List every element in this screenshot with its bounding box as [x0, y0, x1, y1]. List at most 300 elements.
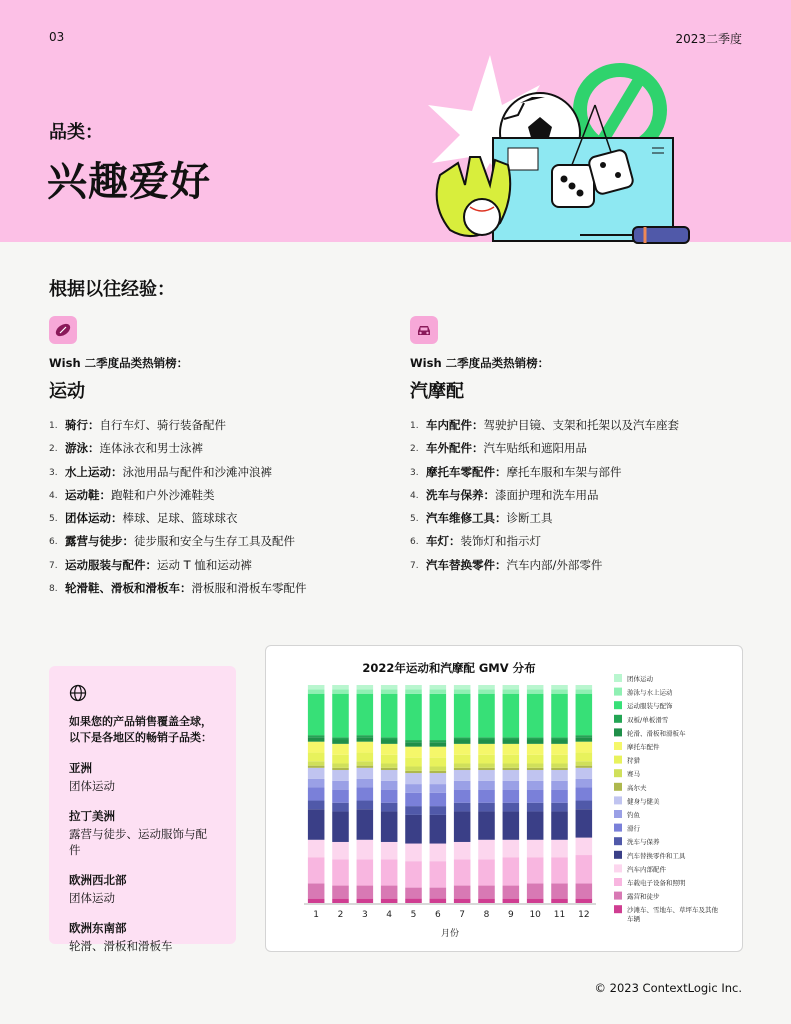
bar-segment	[576, 737, 593, 741]
auto-list	[410, 417, 740, 580]
bar-segment	[381, 694, 398, 738]
auto-title: 汽摩配	[410, 381, 464, 402]
bar-segment	[551, 737, 568, 739]
bar-segment	[308, 768, 325, 779]
bar-segment	[308, 737, 325, 741]
bar-segment	[478, 768, 495, 770]
bar-segment	[430, 694, 447, 740]
bar-segment	[478, 811, 495, 839]
bar-segment	[551, 790, 568, 803]
bar-segment	[503, 899, 520, 903]
bar-segment	[527, 857, 544, 883]
legend-swatch	[614, 864, 622, 872]
bar-segment	[503, 811, 520, 839]
bar-segment	[454, 685, 471, 689]
bar-segment	[454, 768, 471, 770]
bar-segment	[308, 694, 325, 735]
list-item: 5. 汽车维修工具： 诊断工具	[410, 511, 553, 526]
bar-segment	[430, 689, 447, 693]
bar-segment	[576, 809, 593, 837]
bar-segment	[308, 779, 325, 788]
bar-segment	[430, 685, 447, 689]
gmv-chart-card	[265, 645, 743, 952]
bar-segment	[478, 859, 495, 885]
legend-swatch	[614, 796, 622, 804]
list-item: 8. 轮滑鞋、滑板和滑板车： 滑板服和滑板车零配件	[49, 581, 307, 596]
list-item: 4. 洗车与保养： 漆面护理和洗车用品	[410, 487, 599, 502]
bar-segment	[332, 886, 349, 899]
list-item: 7. 运动服装与配件： 运动 T 恤和运动裤	[49, 557, 252, 572]
bar-segment	[478, 755, 495, 764]
legend-swatch	[614, 688, 622, 696]
bar-segment	[503, 763, 520, 767]
bar-segment	[551, 781, 568, 790]
bar-segment	[332, 685, 349, 689]
legend-label: 汽车替换零件和工具	[627, 851, 686, 860]
bar-segment	[405, 784, 422, 793]
bar-segment	[454, 811, 471, 842]
legend-label: 滑行	[627, 824, 640, 833]
x-tick-label: 9	[507, 910, 514, 920]
bar-segment	[332, 899, 349, 903]
baseball-glove-icon	[437, 157, 511, 236]
bar-segment	[381, 781, 398, 790]
bar-segment	[503, 694, 520, 738]
list-item: 1. 骑行： 自行车灯、骑行装备配件	[49, 418, 226, 432]
bar-segment	[576, 899, 593, 903]
bar-segment	[478, 694, 495, 738]
bar-segment	[308, 809, 325, 840]
bar-segment	[430, 806, 447, 815]
list-item: 6. 露营与徒步： 徒步服和安全与生存工具及配件	[49, 534, 295, 549]
bar-segment	[308, 857, 325, 883]
list-item: 6. 车灯： 装饰灯和指示灯	[410, 534, 541, 549]
legend-swatch	[614, 769, 622, 777]
bar-segment	[430, 758, 447, 767]
bar-segment	[332, 790, 349, 803]
bar-segment	[527, 840, 544, 857]
bar-segment	[527, 781, 544, 790]
bar-segment	[478, 781, 495, 790]
bar-segment	[357, 886, 374, 899]
legend-label: 轮滑、滑板和滑板车	[627, 729, 686, 738]
bar-segment	[357, 840, 374, 860]
bar-segment	[576, 787, 593, 800]
bar-segment	[308, 787, 325, 800]
bar-segment	[576, 742, 593, 753]
bar-segment	[478, 737, 495, 739]
bar-segment	[332, 737, 349, 739]
legend-label: 露营和徒步	[627, 892, 660, 901]
x-tick-label: 1	[313, 910, 320, 920]
legend-label: 运动服装与配饰	[627, 702, 673, 711]
bar-segment	[430, 784, 447, 793]
bar-segment	[308, 753, 325, 762]
bar-segment	[478, 744, 495, 755]
region-value: 轮滑、滑板和滑板车	[69, 939, 173, 953]
bar-segment	[381, 737, 398, 739]
bar-segment	[503, 737, 520, 739]
legend-label: 摩托车配件	[627, 743, 660, 751]
bar-segment	[332, 770, 349, 781]
legend-swatch	[614, 892, 622, 900]
bar-segment	[551, 740, 568, 744]
bar-segment	[503, 770, 520, 781]
bar-segment	[454, 859, 471, 885]
x-tick-label: 2	[337, 910, 344, 920]
sports-list	[49, 417, 379, 603]
legend-label: 游泳与水上运动	[627, 688, 673, 697]
list-item: 3. 水上运动： 泳池用品与配件和沙滩冲浪裤	[49, 464, 272, 479]
legend-label: 狩猎	[627, 756, 640, 765]
x-tick-label: 8	[483, 910, 490, 920]
bar-segment	[454, 763, 471, 767]
category-title: 兴趣爱好	[47, 159, 211, 205]
regions-intro: 如果您的产品销售覆盖全球，以下是各地区的畅销子品类：	[69, 715, 212, 744]
bar-segment	[381, 770, 398, 781]
bar-segment	[551, 840, 568, 857]
bar-segment	[551, 689, 568, 693]
legend-label: 车载电子设备和照明	[627, 879, 686, 887]
bar-segment	[551, 811, 568, 839]
bar-segment	[527, 899, 544, 903]
bar-segment	[357, 742, 374, 753]
bar-segment	[576, 761, 593, 765]
bar-segment	[357, 766, 374, 768]
bar-segment	[454, 755, 471, 764]
bar-segment	[527, 883, 544, 898]
bar-segment	[527, 744, 544, 755]
bar-segment	[308, 742, 325, 753]
bar-segment	[551, 803, 568, 812]
bar-segment	[357, 685, 374, 689]
bar-segment	[503, 744, 520, 755]
list-item: 1. 车内配件： 驾驶护目镜、支架和托架以及汽车座套	[410, 418, 679, 432]
bar-segment	[503, 840, 520, 857]
list-item: 2. 游泳： 连体泳衣和男士泳裤	[49, 441, 203, 456]
bar-segment	[405, 773, 422, 784]
bar-segment	[527, 694, 544, 738]
bar-segment	[405, 742, 422, 746]
bar-segment	[332, 689, 349, 693]
bar-segment	[551, 768, 568, 770]
bar-segment	[430, 766, 447, 770]
bar-segment	[503, 685, 520, 689]
bar-segment	[430, 740, 447, 742]
bar-segment	[357, 737, 374, 741]
bar-segment	[454, 689, 471, 693]
x-tick-label: 12	[578, 910, 590, 920]
chart-title: 2022年运动和汽摩配 GMV 分布	[362, 661, 536, 675]
bar-segment	[478, 770, 495, 781]
x-tick-label: 6	[434, 910, 441, 920]
bar-segment	[357, 859, 374, 885]
bar-segment	[576, 883, 593, 898]
bar-segment	[381, 811, 398, 842]
x-tick-label: 5	[410, 910, 417, 920]
globe-icon	[69, 684, 87, 702]
region-name: 欧洲东南部	[69, 921, 127, 935]
bar-segment	[430, 771, 447, 773]
bar-segment	[551, 685, 568, 689]
bar-segment	[405, 747, 422, 758]
bar-segment	[405, 766, 422, 770]
legend-label: 洗车与保养	[627, 838, 660, 847]
bar-segment	[332, 781, 349, 790]
bar-segment	[527, 755, 544, 764]
legend-label: 沙滩车、雪地车、草坪车及其他	[627, 906, 718, 915]
bar-segment	[454, 886, 471, 899]
x-tick-label: 4	[386, 910, 393, 920]
bar-segment	[357, 809, 374, 840]
bar-segment	[308, 766, 325, 768]
bar-segment	[551, 694, 568, 738]
bar-segment	[503, 803, 520, 812]
bar-segment	[332, 763, 349, 767]
bar-segment	[332, 859, 349, 885]
bar-segment	[527, 685, 544, 689]
bar-segment	[405, 685, 422, 689]
auto-column	[410, 316, 740, 580]
bar-segment	[503, 857, 520, 885]
legend-label: 双板/单板滑雪	[627, 715, 669, 724]
bar-segment	[308, 761, 325, 765]
bar-segment	[357, 753, 374, 762]
bar-segment	[576, 766, 593, 768]
bar-segment	[478, 689, 495, 693]
bar-segment	[381, 740, 398, 744]
x-tick-label: 7	[459, 910, 466, 920]
bar-segment	[478, 740, 495, 744]
bar-segment	[332, 744, 349, 755]
bar-segment	[308, 801, 325, 810]
bar-segment	[454, 744, 471, 755]
bar-segment	[381, 768, 398, 770]
bar-segment	[503, 689, 520, 693]
bar-segment	[405, 861, 422, 887]
sports-column	[49, 316, 379, 603]
region-name: 亚洲	[69, 761, 92, 775]
bar-segment	[430, 773, 447, 784]
football-icon	[49, 316, 77, 344]
bar-segment	[454, 694, 471, 738]
legend-swatch	[614, 824, 622, 832]
bar-segment	[576, 694, 593, 735]
bar-segment	[381, 755, 398, 764]
legend-label: 汽车内部配件	[627, 865, 666, 874]
bar-segment	[405, 815, 422, 844]
bar-segment	[478, 685, 495, 689]
bar-segment	[357, 694, 374, 735]
x-tick-label: 10	[529, 910, 541, 920]
legend-swatch	[614, 728, 622, 736]
gmv-chart	[266, 646, 744, 953]
bar-segment	[430, 742, 447, 746]
bar-segment	[381, 803, 398, 812]
car-icon	[410, 316, 438, 344]
bar-segment	[527, 770, 544, 781]
bar-segment	[503, 740, 520, 744]
bar-segment	[576, 685, 593, 689]
bar-segment	[332, 755, 349, 764]
x-tick-label: 11	[553, 910, 566, 920]
bar-segment	[454, 899, 471, 903]
header-banner	[0, 0, 791, 242]
bar-segment	[332, 803, 349, 812]
bar-segment	[576, 801, 593, 810]
bar-segment	[527, 740, 544, 744]
bar-segment	[576, 689, 593, 693]
bar-segment	[332, 768, 349, 770]
legend-swatch	[614, 701, 622, 709]
bar-segment	[551, 857, 568, 883]
bar-segment	[357, 735, 374, 737]
bar-segment	[357, 689, 374, 693]
bar-segment	[308, 899, 325, 903]
bar-segment	[381, 886, 398, 899]
legend-swatch	[614, 756, 622, 764]
bar-segment	[478, 886, 495, 899]
bar-segment	[357, 768, 374, 779]
bar-segment	[478, 899, 495, 903]
bar-segment	[551, 899, 568, 903]
bar-segment	[308, 883, 325, 898]
legend-label: 赛马	[627, 770, 640, 779]
bar-segment	[430, 899, 447, 903]
bar-segment	[527, 803, 544, 812]
list-item: 7. 汽车替换零件： 汽车内部/外部零件	[410, 557, 603, 572]
legend-label: 钓鱼	[627, 811, 640, 819]
legend-swatch	[614, 878, 622, 886]
bar-segment	[478, 763, 495, 767]
bar-segment	[357, 787, 374, 800]
bar-segment	[405, 844, 422, 862]
legend-label: 车辆	[627, 915, 640, 924]
bar-segment	[430, 747, 447, 758]
bar-segment	[454, 740, 471, 744]
auto-subtitle: Wish 二季度品类热销榜：	[410, 356, 550, 370]
legend-swatch	[614, 783, 622, 791]
quarter-label: 2023二季度	[675, 32, 742, 46]
bar-segment	[405, 771, 422, 773]
bar-segment	[551, 744, 568, 755]
bar-segment	[576, 735, 593, 737]
bar-segment	[357, 801, 374, 810]
region-value: 团体运动	[69, 891, 115, 905]
bar-segment	[503, 781, 520, 790]
bar-segment	[527, 790, 544, 803]
bar-segment	[551, 770, 568, 781]
bar-segment	[405, 793, 422, 806]
legend-swatch	[614, 905, 622, 913]
bar-segment	[332, 842, 349, 859]
region-value: 团体运动	[69, 779, 115, 793]
bar-segment	[576, 838, 593, 855]
copyright-footer: © 2023 ContextLogic Inc.	[594, 981, 742, 995]
bar-segment	[430, 844, 447, 862]
bar-segment	[454, 790, 471, 803]
bar-segment	[454, 781, 471, 790]
bar-segment	[551, 763, 568, 767]
bar-segment	[308, 735, 325, 737]
legend-swatch	[614, 674, 622, 682]
bar-segment	[503, 768, 520, 770]
bar-segment	[332, 811, 349, 842]
regions-card	[49, 666, 236, 953]
bar-segment	[551, 755, 568, 764]
bar-segment	[576, 768, 593, 779]
list-item: 5. 团体运动： 棒球、足球、篮球球衣	[49, 511, 238, 526]
bar-segment	[430, 815, 447, 844]
x-tick-label: 3	[361, 910, 368, 920]
bar-segment	[308, 685, 325, 689]
bar-segment	[551, 883, 568, 898]
bar-segment	[405, 694, 422, 740]
bar-segment	[381, 899, 398, 903]
bar-segment	[332, 694, 349, 738]
bar-segment	[503, 755, 520, 764]
list-item: 4. 运动鞋： 跑鞋和户外沙滩鞋类	[49, 487, 215, 502]
bar-segment	[454, 842, 471, 859]
bar-segment	[357, 899, 374, 903]
bar-segment	[527, 811, 544, 839]
bar-segment	[478, 840, 495, 860]
bar-segment	[405, 899, 422, 903]
bar-segment	[527, 768, 544, 770]
bar-segment	[576, 855, 593, 883]
region-name: 欧洲西北部	[69, 873, 127, 887]
category-label: 品类：	[49, 122, 103, 143]
bar-segment	[405, 689, 422, 693]
sports-subtitle: Wish 二季度品类热销榜：	[49, 356, 189, 370]
legend-label: 团体运动	[627, 675, 653, 683]
bar-segment	[405, 806, 422, 815]
bar-segment	[405, 888, 422, 899]
bar-segment	[478, 803, 495, 812]
bar-segment	[308, 840, 325, 857]
legend-swatch	[614, 851, 622, 859]
bar-segment	[405, 740, 422, 742]
bar-segment	[405, 758, 422, 767]
bar-segment	[381, 842, 398, 859]
bar-segment	[454, 770, 471, 781]
legend-label: 高尔夫	[627, 783, 647, 792]
bar-segment	[357, 779, 374, 788]
list-item: 2. 车外配件： 汽车贴纸和遮阳用品	[410, 441, 587, 456]
bar-segment	[527, 763, 544, 767]
bar-segment	[503, 790, 520, 803]
bar-segment	[332, 740, 349, 744]
bar-segment	[430, 793, 447, 806]
bar-segment	[381, 790, 398, 803]
page-number: 03	[49, 30, 65, 44]
bar-segment	[357, 761, 374, 765]
bar-segment	[381, 685, 398, 689]
hobby-illustration	[420, 45, 695, 245]
bar-segment	[381, 744, 398, 755]
legend-swatch	[614, 837, 622, 845]
bar-segment	[381, 859, 398, 885]
bar-segment	[430, 888, 447, 899]
bar-segment	[576, 753, 593, 762]
bar-segment	[454, 737, 471, 739]
region-name: 拉丁美洲	[69, 809, 115, 823]
bar-segment	[503, 886, 520, 899]
legend-swatch	[614, 715, 622, 723]
section-title: 根据以往经验：	[49, 279, 175, 300]
legend-swatch	[614, 742, 622, 750]
legend-label: 健身与健美	[627, 797, 660, 806]
